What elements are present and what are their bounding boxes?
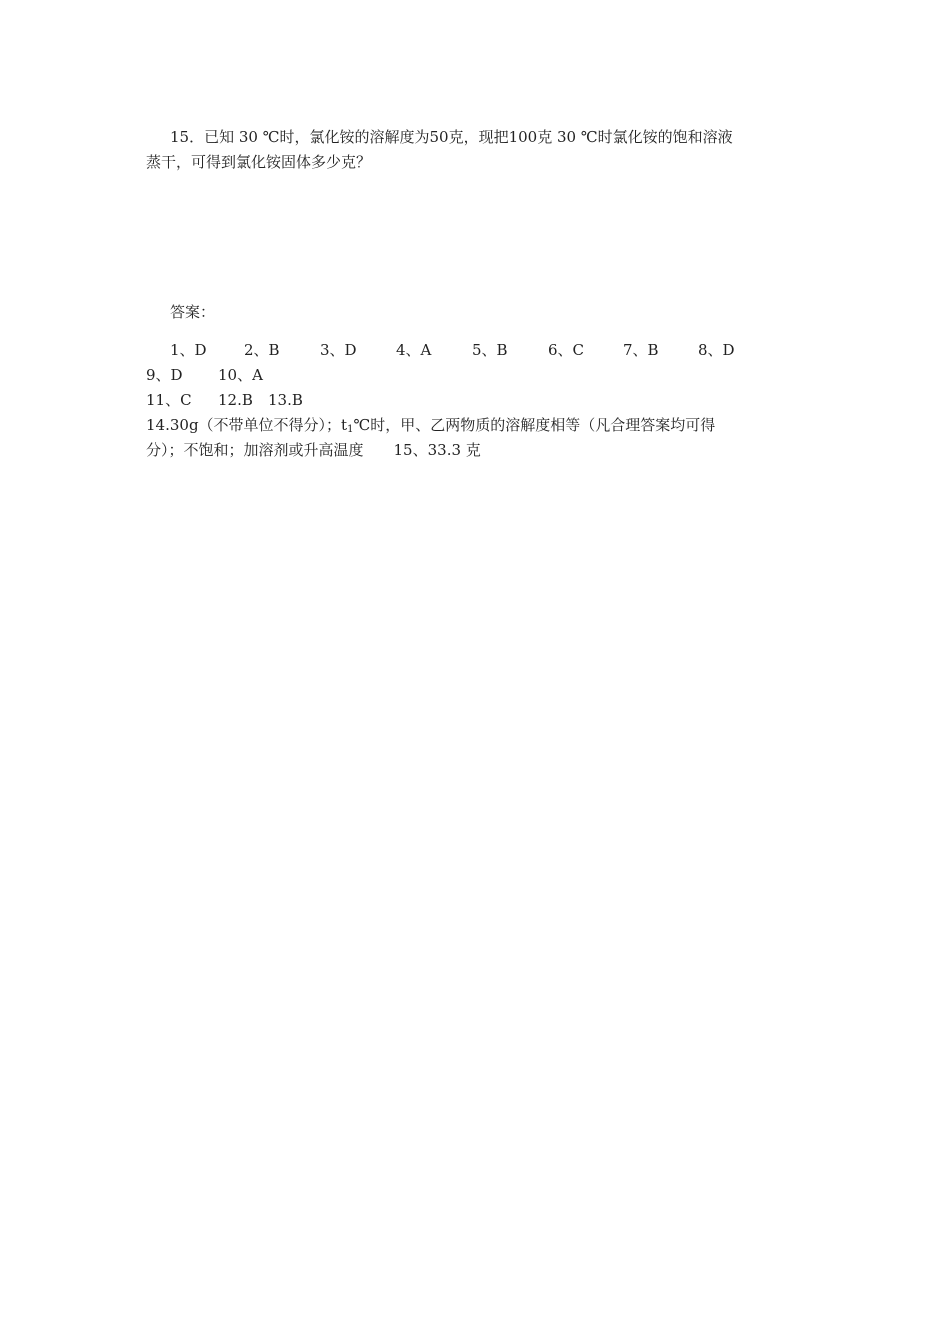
answer-6: 6、C <box>548 341 585 359</box>
answer-10: 10、A <box>218 366 263 384</box>
answer-4: 4、A <box>396 341 432 359</box>
answer-9: 9、D <box>146 366 183 384</box>
answer-1: 1、D <box>170 341 207 359</box>
answer-8: 8、D <box>698 341 735 359</box>
question-15-line-1: 15．已知 30 ℃时，氯化铵的溶解度为50克，现把100克 30 ℃时氯化铵的饱和溶液 <box>170 128 733 146</box>
answer-3: 3、D <box>320 341 357 359</box>
answer-14-line-1 <box>146 414 715 441</box>
answer-15: 15、33.3 克 <box>393 441 481 459</box>
answer-11: 11、C <box>146 391 192 409</box>
answer-2: 2、B <box>244 341 280 359</box>
answer-14-subscript: 1 <box>347 424 354 435</box>
answer-14-part-a: 14.30g（不带单位不得分）；t <box>146 416 348 434</box>
answers-heading: 答案： <box>170 303 216 321</box>
question-15-line-2: 蒸干，可得到氯化铵固体多少克？ <box>146 153 372 171</box>
answer-12: 12.B <box>218 391 253 409</box>
answer-7: 7、B <box>623 341 659 359</box>
answer-14-line-2 <box>146 439 481 461</box>
answer-14-part-b: ℃时，甲、乙两物质的溶解度相等（凡合理答案均可得 <box>353 416 716 434</box>
answer-13: 13.B <box>268 391 303 409</box>
answer-5: 5、B <box>472 341 508 359</box>
answer-14-part-c: 分）；不饱和；加溶剂或升高温度 <box>146 441 364 459</box>
